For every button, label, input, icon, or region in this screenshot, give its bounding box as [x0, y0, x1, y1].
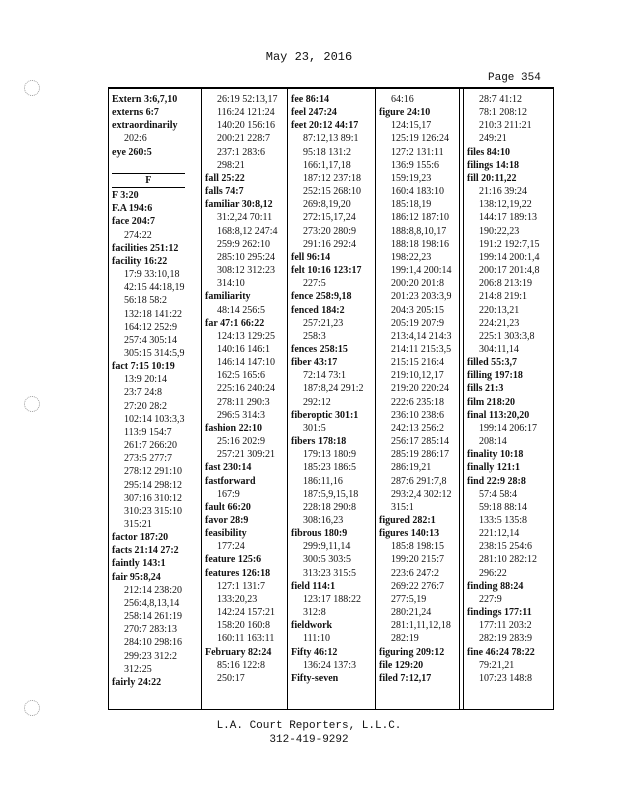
index-page-ref: 107:23 148:8: [479, 672, 533, 684]
index-page-ref: 187:8,24 291:2: [303, 383, 364, 395]
index-page-ref: 308:12 312:23: [217, 265, 276, 277]
index-page-ref: 113:9 154:7: [124, 426, 172, 438]
punch-hole-mark: [24, 80, 40, 96]
index-page-ref: 219:20 220:24: [391, 383, 450, 395]
index-headword: finding 88:24: [467, 580, 524, 592]
index-headword: finally 121:1: [467, 462, 521, 474]
index-page-ref: 87:12,13 89:1: [303, 133, 359, 145]
index-page-ref: 208:14: [479, 436, 507, 448]
index-page-ref: 296:22: [479, 567, 507, 579]
index-headword: eye 260:5: [112, 146, 152, 158]
index-page-ref: 162:5 165:6: [217, 370, 266, 382]
index-headword: fence 258:9,18: [291, 291, 352, 303]
index-headword: figures 140:13: [379, 528, 440, 540]
index-page-ref: 168:8,12 247:4: [217, 225, 278, 237]
index-page-ref: 56:18 58:2: [124, 295, 168, 307]
index-page-ref: 200:17 201:4,8: [479, 265, 540, 277]
index-page-ref: 315:21: [124, 519, 152, 530]
index-headword: facility 16:22: [112, 255, 168, 267]
index-page-ref: 72:14 73:1: [303, 370, 347, 382]
index-page-ref: 199:14 206:17: [479, 422, 538, 434]
index-column-3: [291, 93, 364, 685]
index-page-ref: 200:20 201:8: [391, 278, 445, 290]
index-page-ref: 133:20,23: [217, 593, 258, 605]
index-headword: fill 20:11,22: [467, 172, 517, 184]
index-page-ref: 285:10 295:24: [217, 251, 276, 263]
index-page-ref: 250:17: [217, 672, 245, 684]
index-page-ref: 298:21: [217, 159, 245, 171]
index-headword: film 218:20: [467, 396, 516, 408]
index-page-ref: 85:16 122:8: [217, 659, 266, 671]
index-headword: facilities 251:12: [112, 242, 179, 254]
index-headword: fair 95:8,24: [112, 571, 161, 583]
index-headword: factor 187:20: [112, 532, 169, 544]
index-page-ref: 204:3 205:15: [391, 304, 445, 316]
index-column-2: [205, 93, 278, 685]
index-page-ref: 31:2,24 70:11: [217, 212, 273, 224]
index-page-ref: 57:4 58:4: [479, 488, 518, 500]
index-headword: file 129:20: [379, 659, 424, 671]
index-headword: familiar 30:8,12: [205, 199, 273, 211]
index-headword: February 82:24: [205, 646, 272, 658]
index-page-ref: 146:14 147:10: [217, 357, 276, 369]
index-page-ref: 116:24 121:24: [217, 107, 275, 119]
index-page-ref: 228:18 290:8: [303, 501, 357, 513]
index-page-ref: 188:8,8,10,17: [391, 225, 447, 237]
word-index-table: [108, 87, 554, 710]
index-page-ref: 205:19 207:9: [391, 317, 445, 329]
index-headword: fairly 24:22: [112, 676, 162, 688]
index-page-ref: 133:5 135:8: [479, 515, 528, 526]
index-page-ref: 299:9,11,14: [303, 541, 351, 553]
index-headword: feasibility: [205, 528, 247, 540]
index-page-ref: 257:21,23: [303, 317, 344, 329]
index-headword: fiberoptic 301:1: [291, 409, 359, 421]
index-headword: fastforward: [205, 475, 256, 487]
index-page-ref: 125:19 126:24: [391, 133, 450, 145]
index-page-ref: 123:17 188:22: [303, 593, 362, 605]
index-page-ref: 25:16 202:9: [217, 436, 266, 448]
index-headword: F 3:20: [112, 190, 139, 202]
index-page-ref: 272:15,17,24: [303, 212, 356, 224]
index-headword: fences 258:15: [291, 343, 348, 355]
index-page-ref: 242:13 256:2: [391, 422, 445, 434]
index-page-ref: 261:7 266:20: [124, 440, 178, 452]
index-page-ref: 111:10: [303, 633, 331, 645]
index-headword: figured 282:1: [379, 515, 436, 526]
index-page-ref: 127:2 131:11: [391, 146, 444, 158]
index-page-ref: 127:1 131:7: [217, 580, 266, 592]
index-page-ref: 227:5: [303, 278, 326, 290]
index-page-ref: 17:9 33:10,18: [124, 269, 180, 281]
index-page-ref: 186:12 187:10: [391, 212, 450, 224]
index-headword: final 113:20,20: [467, 409, 530, 421]
index-page-ref: 188:18 198:16: [391, 238, 450, 250]
index-page-ref: 215:15 216:4: [391, 357, 445, 369]
index-page-ref: 258:14 261:19: [124, 611, 183, 623]
index-page-ref: 314:10: [217, 278, 245, 290]
index-page-ref: 257:4 305:14: [124, 334, 178, 346]
punch-hole-mark: [24, 700, 40, 716]
index-page-ref: 252:15 268:10: [303, 186, 362, 198]
index-page-ref: 313:23 315:5: [303, 567, 357, 579]
index-page-ref: 136:24 137:3: [303, 659, 357, 671]
index-page-ref: [112, 159, 185, 172]
column-divider: [287, 89, 288, 709]
index-page-ref: 187:5,9,15,18: [303, 488, 359, 500]
index-column-1: [112, 93, 185, 689]
index-page-ref: 190:22,23: [479, 225, 520, 237]
index-page-ref: 214:11 215:3,5: [391, 343, 452, 355]
index-headword: fall 25:22: [205, 172, 245, 184]
index-page-ref: 274:22: [124, 229, 152, 241]
index-headword: filling 197:18: [467, 370, 523, 382]
index-page-ref: 206:8 213:19: [479, 278, 533, 290]
index-page-ref: 210:3 211:21: [479, 120, 532, 132]
index-page-ref: 295:14 298:12: [124, 479, 183, 491]
index-page-ref: 199:20 215:7: [391, 554, 445, 566]
index-page-ref: 312:25: [124, 663, 152, 675]
index-page-ref: 201:23 203:3,9: [391, 291, 452, 303]
index-page-ref: 282:19: [391, 633, 419, 645]
index-headword: find 22:9 28:8: [467, 475, 526, 487]
index-page-ref: 227:9: [479, 593, 502, 605]
index-headword: fine 46:24 78:22: [467, 646, 535, 658]
index-headword: findings 177:11: [467, 607, 532, 619]
index-headword: familiarity: [205, 291, 251, 303]
index-headword: field 114:1: [291, 580, 336, 592]
index-headword: feel 247:24: [291, 107, 337, 119]
index-page-ref: 282:19 283:9: [479, 633, 533, 645]
index-section-letter: F: [112, 173, 185, 188]
index-page-ref: 78:1 208:12: [479, 107, 528, 119]
index-page-ref: 138:12,19,22: [479, 199, 532, 211]
index-headword: features 126:18: [205, 567, 271, 579]
index-page-ref: 307:16 310:12: [124, 492, 183, 504]
index-page-ref: 159:19,23: [391, 172, 432, 184]
index-page-ref: 187:12 237:18: [303, 172, 362, 184]
index-page-ref: 164:12 252:9: [124, 321, 178, 333]
index-headword: files 84:10: [467, 146, 511, 158]
index-page-ref: 177:24: [217, 541, 245, 553]
index-page-ref: 221:12,14: [479, 528, 520, 540]
index-headword: feature 125:6: [205, 554, 262, 566]
column-divider: [201, 89, 202, 709]
index-headword: figuring 209:12: [379, 646, 445, 658]
index-page-ref: 304:11,14: [479, 343, 519, 355]
index-page-ref: 238:15 254:6: [479, 541, 533, 553]
index-page-ref: 286:19,21: [391, 462, 432, 474]
punch-hole-mark: [24, 396, 40, 412]
index-page-ref: 278:11 290:3: [217, 396, 270, 408]
index-page-ref: 278:12 291:10: [124, 466, 183, 478]
index-page-ref: 310:23 315:10: [124, 505, 183, 517]
index-headword: favor 28:9: [205, 515, 249, 526]
index-page-ref: 158:20 160:8: [217, 620, 271, 632]
index-page-ref: 48:14 256:5: [217, 304, 266, 316]
index-page-ref: 79:21,21: [479, 659, 515, 671]
index-page-ref: 269:8,19,20: [303, 199, 351, 211]
index-page-ref: 220:13,21: [479, 304, 520, 316]
index-page-ref: 214:8 219:1: [479, 291, 528, 303]
index-page-ref: 136:9 155:6: [391, 159, 440, 171]
index-page-ref: 199:14 200:1,4: [479, 251, 540, 263]
index-page-ref: 285:19 286:17: [391, 449, 450, 461]
index-page-ref: 64:16: [391, 94, 414, 105]
index-page-ref: 199:1,4 200:14: [391, 265, 452, 277]
index-page-ref: 144:17 189:13: [479, 212, 538, 224]
index-page-ref: 132:18 141:22: [124, 308, 183, 320]
index-page-ref: 42:15 44:18,19: [124, 282, 185, 294]
index-page-ref: 222:6 235:18: [391, 396, 445, 408]
index-page-ref: 198:22,23: [391, 251, 432, 263]
index-page-ref: 280:21,24: [391, 607, 432, 619]
footer-reporter: L.A. Court Reporters, L.L.C.: [216, 720, 402, 732]
index-headword: facts 21:14 27:2: [112, 545, 179, 557]
index-headword: fell 96:14: [291, 251, 331, 263]
index-page-ref: 277:5,19: [391, 593, 427, 605]
index-headword: fast 230:14: [205, 462, 252, 474]
index-page-ref: 212:14 238:20: [124, 584, 183, 596]
index-page-ref: 21:16 39:24: [479, 186, 528, 198]
index-page-ref: 296:5 314:3: [217, 409, 266, 421]
index-page-ref: 185:8 198:15: [391, 541, 445, 553]
index-page-ref: 27:20 28:2: [124, 400, 168, 412]
index-page-ref: 299:23 312:2: [124, 650, 178, 662]
index-page-ref: 301:5: [303, 422, 326, 434]
index-headword: fault 66:20: [205, 501, 251, 513]
index-page-ref: 257:21 309:21: [217, 449, 276, 461]
transcript-date: May 23, 2016: [265, 50, 353, 64]
index-page-ref: 291:16 292:4: [303, 238, 357, 250]
index-page-ref: 167:9: [217, 488, 240, 500]
index-headword: fee 86:14: [291, 94, 330, 105]
index-page-ref: 293:2,4 302:12: [391, 488, 452, 500]
index-column-5: [467, 93, 540, 685]
index-page-ref: 59:18 88:14: [479, 501, 528, 513]
index-page-ref: 200:21 228:7: [217, 133, 271, 145]
index-page-ref: 166:1,17,18: [303, 159, 351, 171]
index-page-ref: 140:16 146:1: [217, 343, 271, 355]
index-page-ref: 160:4 183:10: [391, 186, 445, 198]
index-page-ref: 258:3: [303, 330, 326, 342]
index-page-ref: 186:11,16: [303, 475, 343, 487]
index-page-ref: 292:12: [303, 396, 331, 408]
index-page-ref: 177:11 203:2: [479, 620, 532, 632]
index-page-ref: 140:20 156:16: [217, 120, 276, 132]
index-page-ref: 213:4,14 214:3: [391, 330, 452, 342]
index-headword: feet 20:12 44:17: [291, 120, 359, 132]
column-divider: [375, 89, 376, 709]
index-page-ref: 225:16 240:24: [217, 383, 276, 395]
page-number: Page 354: [488, 72, 541, 84]
index-page-ref: 305:15 314:5,9: [124, 347, 185, 359]
index-page-ref: 179:13 180:9: [303, 449, 357, 461]
index-page-ref: 273:20 280:9: [303, 225, 357, 237]
index-page-ref: 95:18 131:2: [303, 146, 352, 158]
index-page-ref: 281:10 282:12: [479, 554, 538, 566]
index-column-4: [379, 93, 452, 685]
index-page-ref: 308:16,23: [303, 515, 344, 526]
index-page-ref: 300:5 303:5: [303, 554, 352, 566]
index-page-ref: 191:2 192:7,15: [479, 238, 540, 250]
index-headword: filed 7:12,17: [379, 672, 432, 684]
index-page-ref: 225:1 303:3,8: [479, 330, 535, 342]
index-page-ref: 28:7 41:12: [479, 94, 523, 105]
index-page-ref: 142:24 157:21: [217, 607, 276, 619]
index-page-ref: 219:10,12,17: [391, 370, 444, 382]
index-page-ref: 160:11 163:11: [217, 633, 275, 645]
index-headword: F.A 194:6: [112, 203, 153, 215]
column-divider: [459, 89, 460, 709]
index-headword: fieldwork: [291, 620, 333, 632]
index-page-ref: 202:6: [124, 133, 147, 145]
index-page-ref: 237:1 283:6: [217, 146, 266, 158]
index-page-ref: 236:10 238:6: [391, 409, 445, 421]
index-page-ref: 269:22 276:7: [391, 580, 445, 592]
index-headword: falls 74:7: [205, 186, 244, 198]
index-page-ref: 315:1: [391, 501, 414, 513]
index-headword: far 47:1 66:22: [205, 317, 265, 329]
index-page-ref: 312:8: [303, 607, 326, 619]
index-page-ref: 124:13 129:25: [217, 330, 276, 342]
index-headword: fibrous 180:9: [291, 528, 348, 540]
index-headword: extraordinarily: [112, 120, 178, 132]
index-headword: faintly 143:1: [112, 558, 166, 570]
index-page-ref: 13:9 20:14: [124, 374, 168, 386]
index-headword: Fifty 46:12: [291, 646, 338, 658]
index-page-ref: 256:4,8,13,14: [124, 597, 180, 609]
index-headword: fenced 184:2: [291, 304, 345, 316]
index-headword: fibers 178:18: [291, 436, 347, 448]
index-headword: fiber 43:17: [291, 357, 338, 369]
index-page-ref: 281:1,11,12,18: [391, 620, 451, 632]
index-headword: figure 24:10: [379, 107, 431, 119]
index-page-ref: 102:14 103:3,3: [124, 413, 185, 425]
index-page-ref: 26:19 52:13,17: [217, 94, 278, 105]
index-headword: externs 6:7: [112, 107, 159, 119]
index-headword: fact 7:15 10:19: [112, 361, 175, 373]
index-page-ref: 23:7 24:8: [124, 387, 163, 399]
index-headword: fashion 22:10: [205, 422, 262, 434]
index-headword: Extern 3:6,7,10: [112, 94, 178, 105]
index-page-ref: 223:6 247:2: [391, 567, 440, 579]
index-headword: fills 21:3: [467, 383, 504, 395]
index-page-ref: 185:23 186:5: [303, 462, 357, 474]
index-headword: filings 14:18: [467, 159, 519, 171]
index-page-ref: 287:6 291:7,8: [391, 475, 447, 487]
index-headword: Fifty-seven: [291, 672, 339, 684]
index-page-ref: 284:10 298:16: [124, 637, 183, 649]
index-headword: filled 55:3,7: [467, 357, 517, 369]
index-page-ref: 270:7 283:13: [124, 624, 178, 636]
index-page-ref: 256:17 285:14: [391, 436, 450, 448]
footer-phone: 312-419-9292: [269, 734, 349, 746]
index-page-ref: 124:15,17: [391, 120, 432, 132]
index-page-ref: 259:9 262:10: [217, 238, 271, 250]
index-headword: finality 10:18: [467, 449, 524, 461]
index-headword: face 204:7: [112, 216, 156, 228]
index-page-ref: 185:18,19: [391, 199, 432, 211]
index-page-ref: 273:5 277:7: [124, 453, 173, 465]
column-divider: [463, 89, 464, 709]
index-page-ref: 224:21,23: [479, 317, 520, 329]
index-page-ref: 249:21: [479, 133, 507, 145]
index-headword: felt 10:16 123:17: [291, 265, 362, 277]
